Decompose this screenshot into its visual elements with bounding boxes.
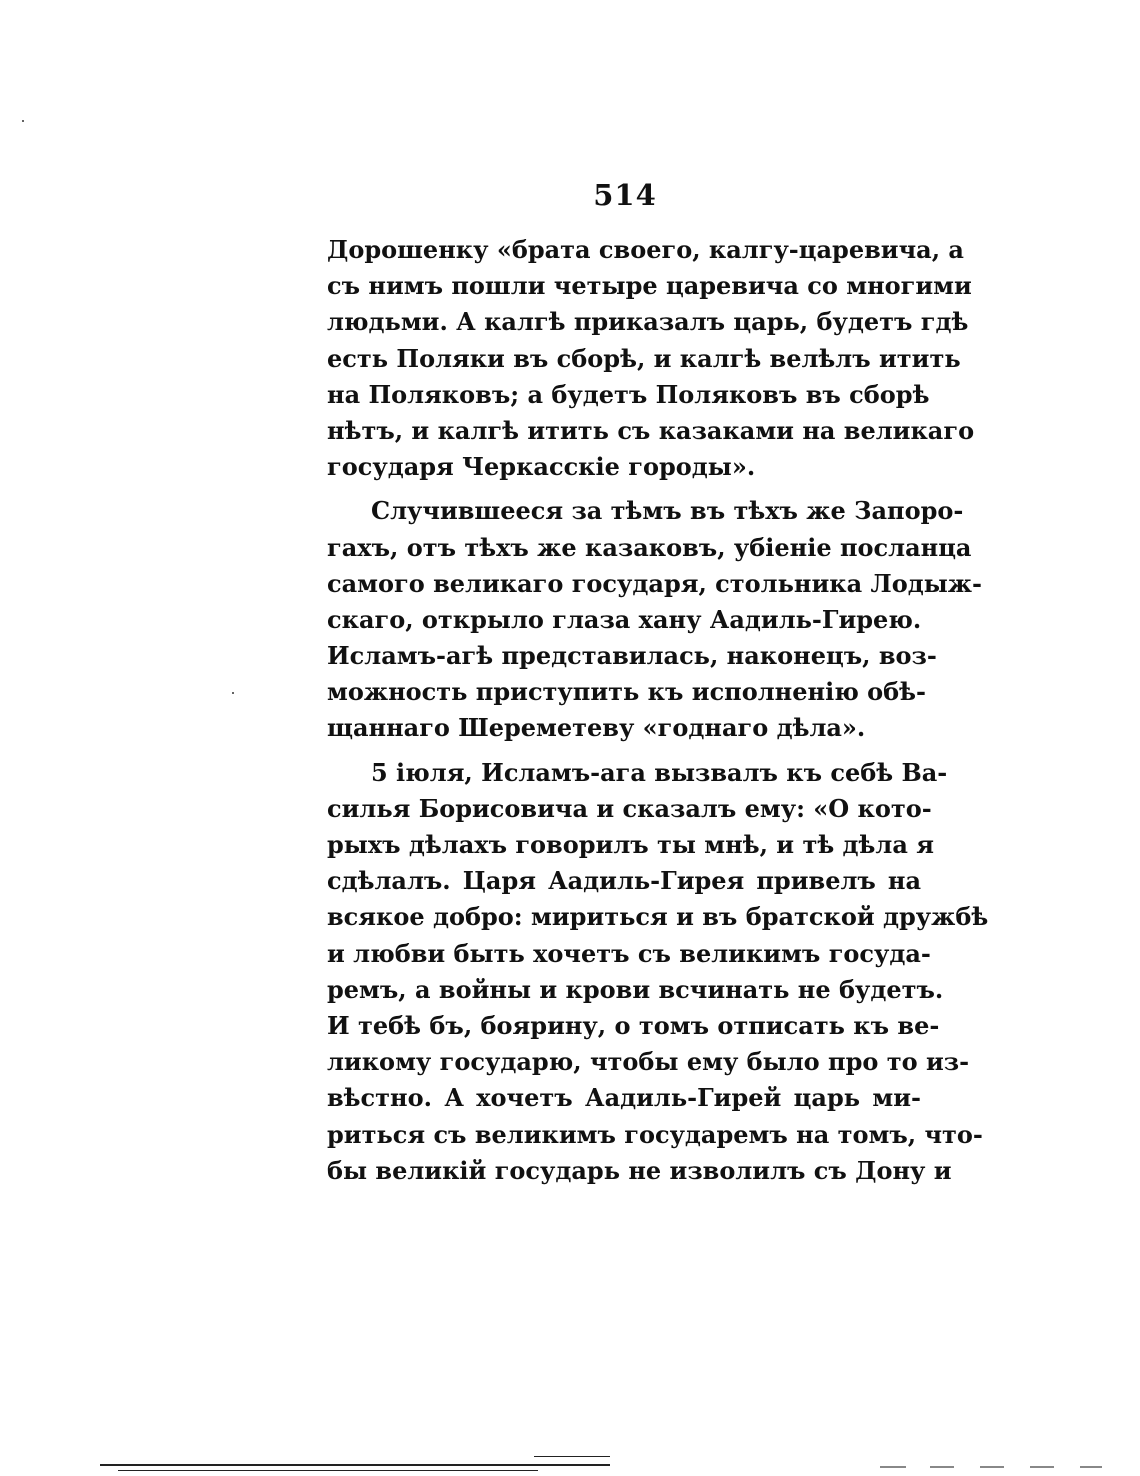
paragraph-2: [327, 493, 982, 746]
text-line: Исламъ-агѣ представилась, наконецъ, воз-: [327, 641, 937, 671]
text-line: ремъ, а войны и крови всчинать не будетъ.: [327, 974, 944, 1004]
paragraph-3: [327, 755, 989, 1189]
text-line: скаго, открыло глаза хану Аадиль-Гирею.: [327, 604, 922, 634]
text-line: сдѣлалъ. Царя Аадиль-Гирея привелъ на: [327, 866, 921, 896]
page-number: 514: [593, 178, 657, 212]
text-line: государя Черкасскіе городы».: [327, 452, 756, 482]
text-line: самого великаго государя, стольника Лодыж-: [327, 568, 982, 598]
text-line: 5 іюля, Исламъ-ага вызвалъ къ себѣ Ва-: [371, 757, 948, 787]
bottom-scan-rule: [534, 1456, 610, 1457]
bottom-scan-rule: [118, 1470, 538, 1471]
text-line: вѣстно. А хочетъ Аадиль-Гирей царь ми-: [327, 1083, 921, 1113]
text-line: всякое добро: мириться и въ братской дружбѣ: [327, 902, 989, 932]
text-line: силья Борисовича и сказалъ ему: «О кото-: [327, 793, 932, 823]
text-line: Дорошенку «брата своего, калгу-царевича, а: [327, 235, 964, 264]
bottom-scan-dash: [930, 1466, 954, 1468]
text-line: щаннаго Шереметеву «годнаго дѣла».: [327, 713, 866, 743]
bottom-scan-rule: [100, 1464, 610, 1466]
text-line: ликому государю, чтобы ему было про то из-: [327, 1047, 970, 1077]
scan-speck: [232, 692, 234, 694]
body-text: [327, 232, 989, 1189]
text-line: Случившееся за тѣмъ въ тѣхъ же Запоро-: [371, 496, 964, 526]
bottom-scan-dash: [980, 1466, 1004, 1468]
text-line: есть Поляки въ сборѣ, и калгѣ велѣлъ итить: [327, 343, 961, 373]
text-line: нѣтъ, и калгѣ итить съ казаками на великаго: [327, 415, 975, 445]
text-line: И тебѣ бъ, боярину, о томъ отписать къ ве-: [327, 1010, 940, 1040]
text-line: риться съ великимъ государемъ на томъ, что-: [327, 1119, 983, 1149]
bottom-scan-dash: [1030, 1466, 1054, 1468]
text-line: гахъ, отъ тѣхъ же казаковъ, убіеніе посланца: [327, 532, 972, 562]
text-line: и любви быть хочетъ съ великимъ госуда-: [327, 938, 931, 968]
text-line: рыхъ дѣлахъ говорилъ ты мнѣ, и тѣ дѣла я: [327, 830, 934, 859]
bottom-scan-dash: [1080, 1466, 1102, 1468]
text-line: бы великій государь не изволилъ съ Дону и: [327, 1155, 952, 1185]
text-line: съ нимъ пошли четыре царевича со многими: [327, 271, 972, 301]
text-line: можность приступить къ исполненію обѣ-: [327, 677, 927, 707]
scan-speck: [22, 120, 24, 122]
paragraph-1: [327, 232, 975, 485]
text-line: на Поляковъ; а будетъ Поляковъ въ сборѣ: [327, 379, 930, 409]
bottom-scan-dash: [880, 1466, 906, 1468]
text-line: людьми. А калгѣ приказалъ царь, будетъ гдѣ: [327, 307, 969, 337]
